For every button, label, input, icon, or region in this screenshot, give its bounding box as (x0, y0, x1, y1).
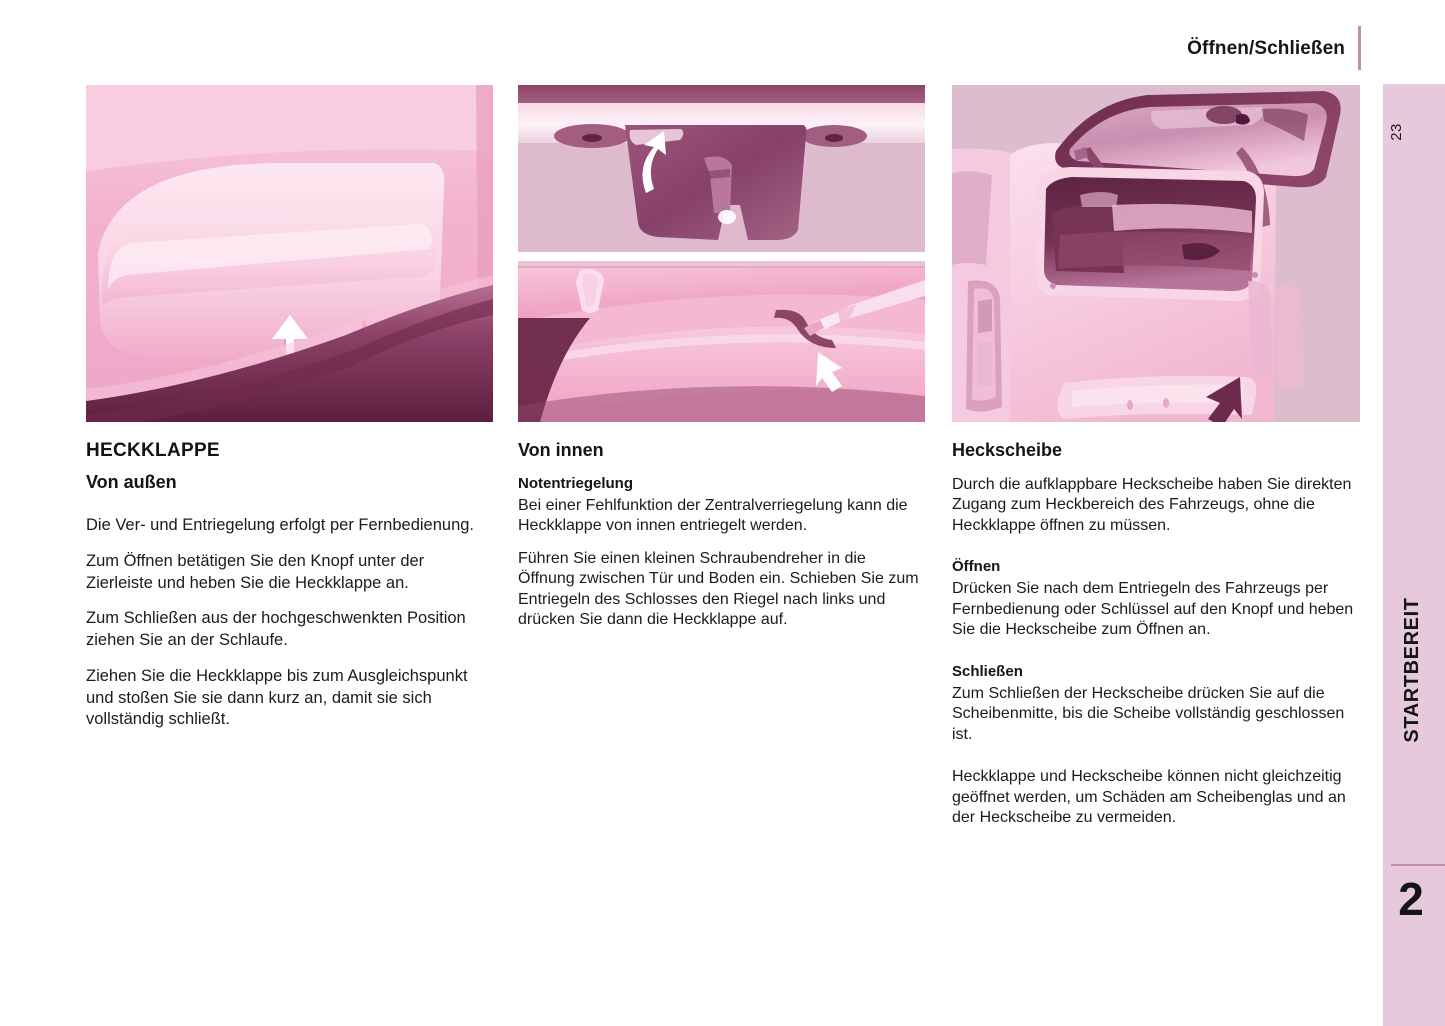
frame-screw-bottom-right (1252, 272, 1258, 278)
frame-screw-bottom-left (1050, 283, 1056, 289)
chapter-name-label: STARTBEREIT (1400, 597, 1423, 743)
page-number: 23 (1387, 123, 1405, 141)
chapter-number: 2 (1398, 873, 1424, 925)
bolt-right-icon (801, 125, 867, 147)
screwdriver-opening-photo (518, 256, 925, 422)
window-aperture (1036, 167, 1264, 301)
paragraph: Ziehen Sie die Heckklappe bis zum Ausgleichspunkt und stoßen Sie sie dann kurz an, damit sie sich vollständig schließt. (86, 666, 468, 729)
header-rule-divider (1358, 26, 1361, 70)
subsection-title-von-aussen: Von außen (86, 472, 177, 492)
subsection-title-von-innen: Von innen (518, 440, 604, 460)
screwdriver-illustration (518, 256, 925, 422)
subsection-title-heckscheibe: Heckscheibe (952, 440, 1063, 460)
tailgate-exterior-illustration (86, 85, 493, 422)
paragraph: Die Ver- und Entriegelung erfolgt per Fernbedienung. (86, 516, 474, 534)
text-column-von-innen (518, 440, 926, 643)
rear-window-illustration (952, 85, 1360, 422)
section-title-heckklappe: HECKKLAPPE (86, 440, 220, 461)
paragraph: Führen Sie einen kleinen Schraubendreher in die Öffnung zwischen Tür und Boden ein. Schieben Sie zum Entriegeln des Schlosses den Riegel nach links und drücken Sie dann die Heckklappe auf. (518, 549, 919, 629)
paragraph-intro: Durch die aufklappbare Heckscheibe haben Sie direkten Zugang zum Heckbereich des Fahrzeugs, ohne die Heckklappe öffnen zu müssen. (952, 476, 1352, 534)
paragraph-warning: Heckklappe und Heckscheibe können nicht gleichzeitig geöffnet werden, um Schäden am Scheibenglas und an der Heckscheibe zu vermeiden. (952, 768, 1346, 827)
paragraph: Zum Öffnen betätigen Sie den Knopf unter der Zierleiste und heben Sie die Heckklappe an. (86, 551, 425, 592)
paragraph: Zum Schließen aus der hochgeschwenkten Position ziehen Sie an der Schlaufe. (86, 609, 466, 650)
rear-window-open-photo (952, 85, 1360, 422)
emergency-latch-photo (518, 85, 925, 252)
latch-illustration (518, 85, 925, 252)
section-heading-notentriegelung: Notentriegelung (518, 475, 633, 492)
text-column-heckscheibe (952, 440, 1360, 841)
section-heading-oeffnen: Öffnen (952, 558, 1001, 576)
paragraph-open: Drücken Sie nach dem Entriegeln des Fahrzeugs per Fernbedienung oder Schlüssel auf den Knopf und heben Sie die Heckscheibe zum Öffnen an. (952, 580, 1354, 639)
tailgate-exterior-photo (86, 85, 493, 422)
text-column-tailgate (86, 440, 490, 745)
tail-light (966, 280, 1002, 411)
chapter-divider (1391, 864, 1445, 866)
paragraph-close: Zum Schließen der Heckscheibe drücken Sie auf die Scheibenmitte, bis die Scheibe vollständig geschlossen ist. (952, 684, 1345, 743)
section-heading-schliessen: Schließen (952, 662, 1023, 680)
paragraph: Bei einer Fehlfunktion der Zentralverriegelung kann die Heckklappe von innen entriegelt werden. (518, 497, 908, 535)
bolt-left-icon (554, 124, 630, 148)
page-title: Öffnen/Schließen (1187, 38, 1345, 59)
